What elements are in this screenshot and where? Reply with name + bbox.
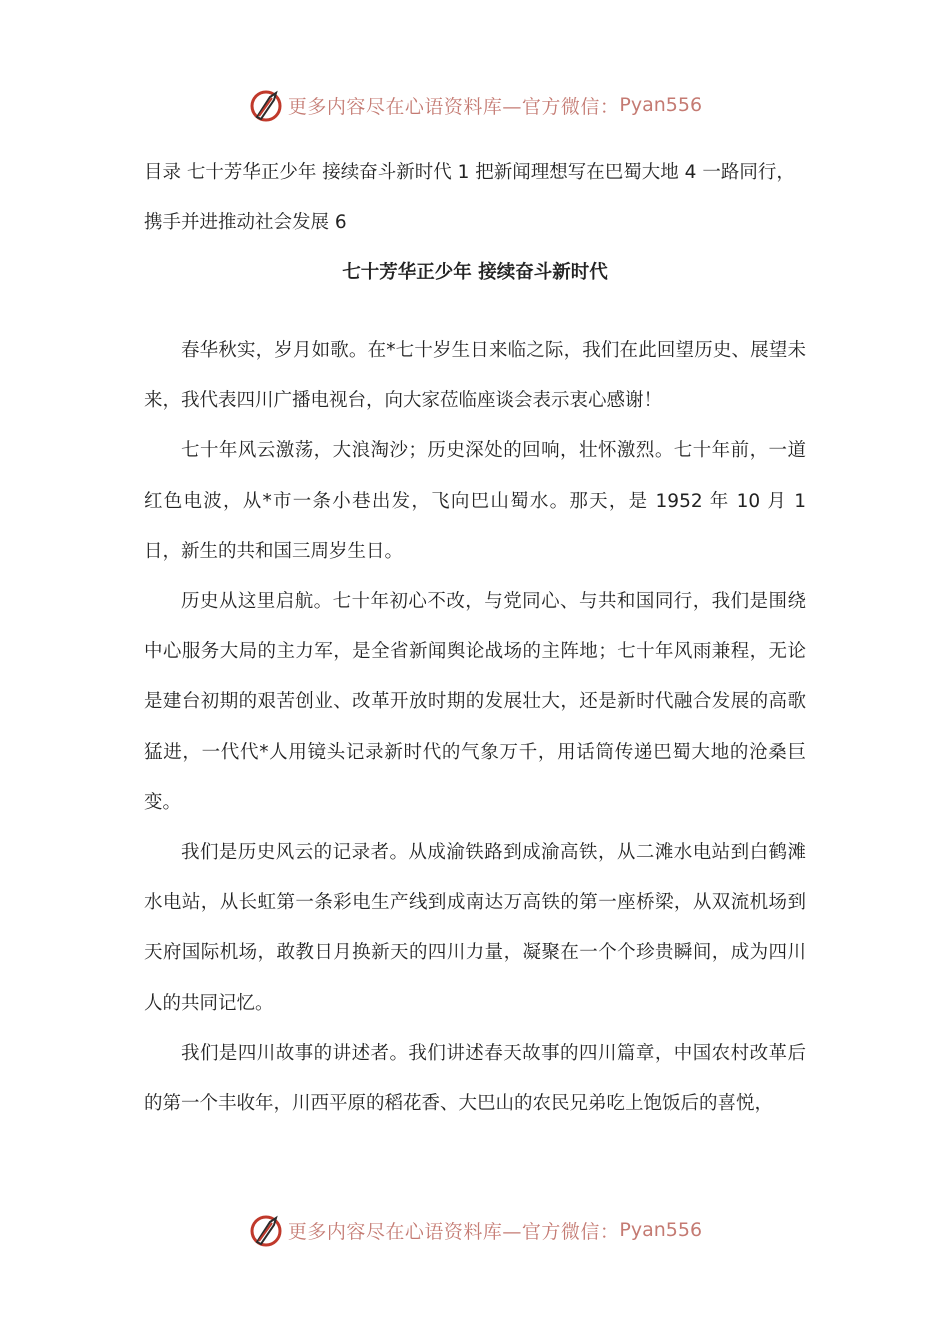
pen-nib-logo-icon [248,87,284,123]
paragraph: 我们是历史风云的记录者。从成渝铁路到成渝高铁，从二滩水电站到白鹤滩水电站，从长虹第一条彩电生产线到成南达万高铁的第一座桥梁，从双流机场到天府国际机场，敢教日月换新天的四川力量，凝聚在一个个珍贵瞬间，成为四川人的共同记忆。 [144,842,806,1014]
document-body [144,148,806,1129]
table-of-contents: 目录 七十芳华正少年 接续奋斗新时代 1 把新闻理想写在巴蜀大地 4 一路同行，携手并进推动社会发展 6 [144,162,795,233]
paragraph: 春华秋实，岁月如歌。在*七十岁生日来临之际，我们在此回望历史、展望未来，我代表四川广播电视台，向大家莅临座谈会表示衷心感谢！ [144,340,806,412]
pen-nib-logo-icon [248,1212,284,1248]
wechat-id: Pyan556 [619,1219,703,1241]
footer-banner [0,1210,950,1250]
banner-text: 更多内容尽在心语资料库—官方微信： [287,1220,620,1243]
banner-text: 更多内容尽在心语资料库—官方微信： [287,95,620,118]
paragraph: 七十年风云激荡，大浪淘沙；历史深处的回响，壮怀激烈。七十年前，一道红色电波，从*市一条小巷出发，飞向巴山蜀水。那天，是 1952 年 10 月 1 日，新生的共和国三周岁生日。 [144,440,806,562]
wechat-id: Pyan556 [619,94,703,116]
page-title: 七十芳华正少年 接续奋斗新时代 [342,262,608,283]
header-banner [0,85,950,125]
paragraph: 我们是四川故事的讲述者。我们讲述春天故事的四川篇章，中国农村改革后的第一个丰收年，川西平原的稻花香、大巴山的农民兄弟吃上饱饭后的喜悦， [144,1042,806,1115]
paragraph: 历史从这里启航。七十年初心不改，与党同心、与共和国同行，我们是围绕中心服务大局的主力军，是全省新闻舆论战场的主阵地；七十年风雨兼程，无论是建台初期的艰苦创业、改革开放时期的发展壮大，还是新时代融合发展的高歌猛进，一代代*人用镜头记录新时代的气象万千，用话筒传递巴蜀大地的沧桑巨变。 [144,591,806,813]
